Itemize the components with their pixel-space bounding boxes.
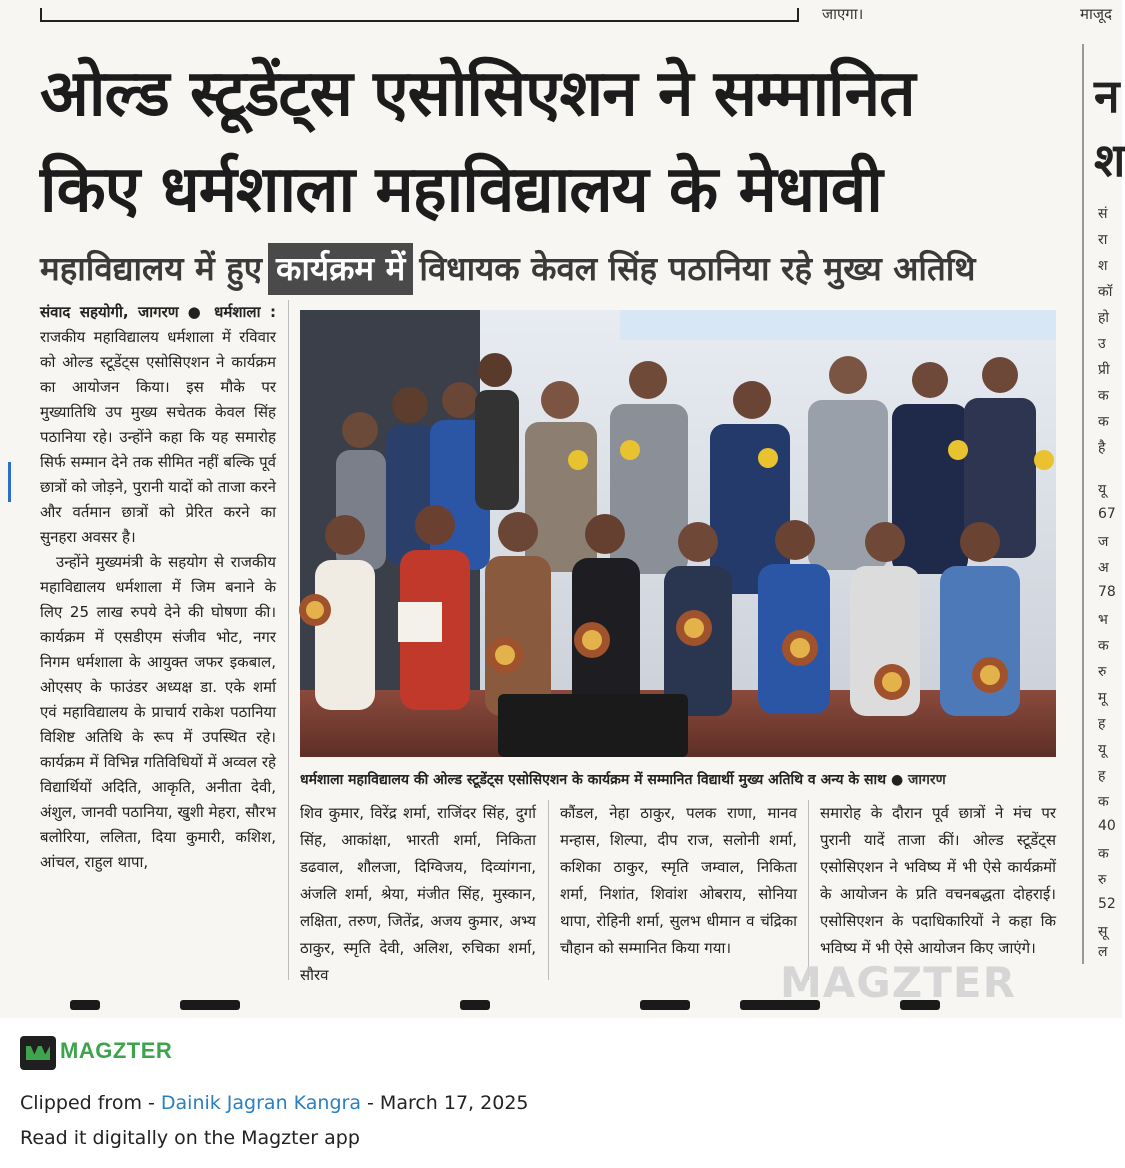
subhead-boxed: कार्यक्रम में <box>268 243 413 295</box>
adjacent-text-fragment: क <box>1098 846 1109 862</box>
column-divider <box>548 800 549 980</box>
clip-date: March 17, 2025 <box>379 1092 529 1114</box>
subhead-post: विधायक केवल सिंह पठानिया रहे मुख्य अतिथि <box>419 249 976 288</box>
adjacent-text-fragment: कॉ <box>1098 284 1113 300</box>
magzter-logo-text: MAGZTER <box>60 1038 173 1063</box>
event-photo-illustration <box>300 310 1056 757</box>
read-digitally-line: Read it digitally on the Magzter app <box>20 1127 360 1149</box>
adjacent-text-fragment: 78 <box>1098 584 1116 600</box>
column-divider <box>288 300 289 980</box>
adjacent-text-fragment: ह <box>1098 768 1106 784</box>
column-divider <box>808 800 809 980</box>
event-photo <box>300 310 1056 757</box>
adjacent-text-fragment: हो <box>1098 310 1110 326</box>
adjacent-text-fragment: यू <box>1098 482 1107 498</box>
adjacent-text-fragment: रु <box>1098 664 1107 680</box>
adjacent-text-fragment: प्री <box>1098 362 1110 378</box>
adjacent-article-sliver <box>1082 44 1124 964</box>
previous-article-fragment: जाएगा। <box>822 5 864 23</box>
clipped-from-line: Clipped from - Dainik Jagran Kangra - March 17, 2025 <box>20 1092 529 1114</box>
adjacent-text-fragment: 67 <box>1098 506 1116 522</box>
adjacent-text-fragment: है <box>1098 440 1106 456</box>
adjacent-text-fragment: ल <box>1098 944 1108 960</box>
adjacent-text-fragment: क <box>1098 414 1109 430</box>
adjacent-text-fragment: मू <box>1098 690 1107 706</box>
headline-line-2: किए धर्मशाला महाविद्यालय के मेधावी <box>40 153 882 227</box>
adjacent-text-fragment: क <box>1098 794 1109 810</box>
photo-caption: धर्मशाला महाविद्यालय की ओल्ड स्टूडेंट्स एसोसिएशन के कार्यक्रम में सम्मानित विद्यार्थी मुख्य अतिथि व अन्य के साथ ● जागरण <box>300 772 946 788</box>
adjacent-text-fragment: रु <box>1098 872 1107 888</box>
byline: संवाद सहयोगी, जागरण ● धर्मशाला : राजकीय महाविद्यालय धर्मशाला में रविवार को ओल्ड स्टूडेंट्स एसोसिएशन ने कार्यक्रम का आयोजन किया। इस मौके पर मुख्यातिथि उप मुख्य सचेतक केवल सिंह पठानिया रहे। उन्होंने कहा कि यह समारोह सिर्फ सम्मान देने तक सीमित नहीं बल्कि पूर्व छात्रों को जोड़ने, पुरानी यादों को ताजा करने और वर्तमान छात्रों को प्रेरित करने का सुनहरा अवसर है। <box>40 303 276 546</box>
adjacent-text-fragment: 40 <box>1098 818 1116 834</box>
article-column-1 <box>40 300 276 875</box>
paragraph-1: राजकीय महाविद्यालय धर्मशाला में रविवार को ओल्ड स्टूडेंट्स एसोसिएशन ने कार्यक्रम का आयोजन किया। इस मौके पर मुख्यातिथि उप मुख्य सचेतक केवल सिंह पठानिया रहे। उन्होंने कहा कि यह समारोह सिर्फ सम्मान देने तक सीमित नहीं बल्कि पूर्व छात्रों को जोड़ने, पुरानी यादों को ताजा करने और वर्तमान छात्रों को प्रेरित करने का सुनहरा अवसर है। <box>40 328 276 546</box>
adjacent-headline-fragment: श <box>1094 133 1125 187</box>
adjacent-text-fragment: ज <box>1098 534 1109 550</box>
magzter-logo-icon <box>20 1036 56 1070</box>
adjacent-headline-fragment: न <box>1094 69 1120 123</box>
scroll-indicator <box>8 462 11 502</box>
paragraph-2: उन्होंने मुख्यमंत्री के सहयोग से राजकीय महाविद्यालय धर्मशाला में जिम बनाने के लिए 25 लाख रुपये देने की घोषणा की। कार्यक्रम में एसडीएम संजीव भोट, नगर निगम धर्मशाला के आयुक्त जफर इकबाल, ओएसए के फाउंडर अध्यक्ष डा. एके शर्मा एवं महाविद्यालय के प्राचार्य राकेश पठानिया विशिष्ट अतिथि के रूप में उपस्थित रहे। कार्यक्रम में विभिन्न गतिविधियों में अव्वल रहे विद्यार्थियों अदिति, आकृति, अनीता देवी, अंशुल, जानवी पठानिया, खुशी मेहरा, सौरभ बलोरिया, ललिता, दिया कुमारी, कशिश, आंचल, राहुल थापा, <box>40 553 276 871</box>
adjacent-text-fragment: अ <box>1098 560 1109 576</box>
adjacent-text-fragment: 52 <box>1098 896 1116 912</box>
adjacent-text-fragment: श <box>1098 258 1108 274</box>
adjacent-text-fragment: रा <box>1098 232 1108 248</box>
adjacent-article-fragment: माजूद <box>1080 5 1112 23</box>
article-column-4: समारोह के दौरान पूर्व छात्रों ने मंच पर पुरानी यादें ताजा कीं। ओल्ड स्टूडेंट्स एसोसिएशन ने भविष्य में भी ऐसे कार्यक्रमों के आयोजन के प्रति वचनबद्धता दोहराई। एसोसिएशन के पदाधिकारियों ने कहा कि भविष्य में भी ऐसे आयोजन किए जाएंगे। <box>820 804 1056 957</box>
adjacent-text-fragment: क <box>1098 388 1109 404</box>
adjacent-text-fragment: ह <box>1098 716 1106 732</box>
adjacent-text-fragment: सू <box>1098 924 1108 940</box>
publication-link[interactable]: Dainik Jagran Kangra <box>160 1092 361 1114</box>
byline-dot-icon: ● <box>187 303 206 321</box>
adjacent-text-fragment: यू <box>1098 742 1107 758</box>
adjacent-text-fragment: सं <box>1098 206 1108 222</box>
stage-speaker <box>498 694 688 757</box>
headline-line-1: ओल्ड स्टूडेंट्स एसोसिएशन ने सम्मानित <box>40 57 915 131</box>
article-column-2: शिव कुमार, विरेंद्र शर्मा, राजिंदर सिंह, दुर्गा सिंह, आकांक्षा, भारती शर्मा, निकिता डढवाल, शौलजा, दिग्विजय, दिव्यांगना, अंजलि शर्मा, श्रेया, मंजीत सिंह, मुस्कान, लक्षिता, तरुण, जितेंद्र, अजय कुमार, अभ्य ठाकुर, स्मृति देवी, अलिश, रुचिका शर्मा, सौरव <box>300 804 536 984</box>
previous-article-strip <box>0 0 1122 30</box>
adjacent-text-fragment: भ <box>1098 612 1108 628</box>
magzter-watermark: MAGZTER <box>780 958 1016 1007</box>
previous-article-rule <box>40 8 799 22</box>
adjacent-text-fragment: उ <box>1098 336 1106 352</box>
adjacent-text-fragment: क <box>1098 638 1109 654</box>
subhead-pre: महाविद्यालय में हुए <box>40 249 263 288</box>
article-column-3: कौंडल, नेहा ठाकुर, पलक राणा, मानव मन्हास, शिल्पा, दीप राज, सलोनी शर्मा, कशिका ठाकुर, स्मृति जम्वाल, निकिता शर्मा, निशांत, शिवांश ओबराय, सोनिया थापा, रोहिनी शर्मा, सुलभ धीमान व चंद्रिका चौहान को सम्मानित किया गया। <box>560 804 797 957</box>
caption-dot-icon: ● <box>890 772 904 788</box>
subheadline <box>40 243 975 295</box>
